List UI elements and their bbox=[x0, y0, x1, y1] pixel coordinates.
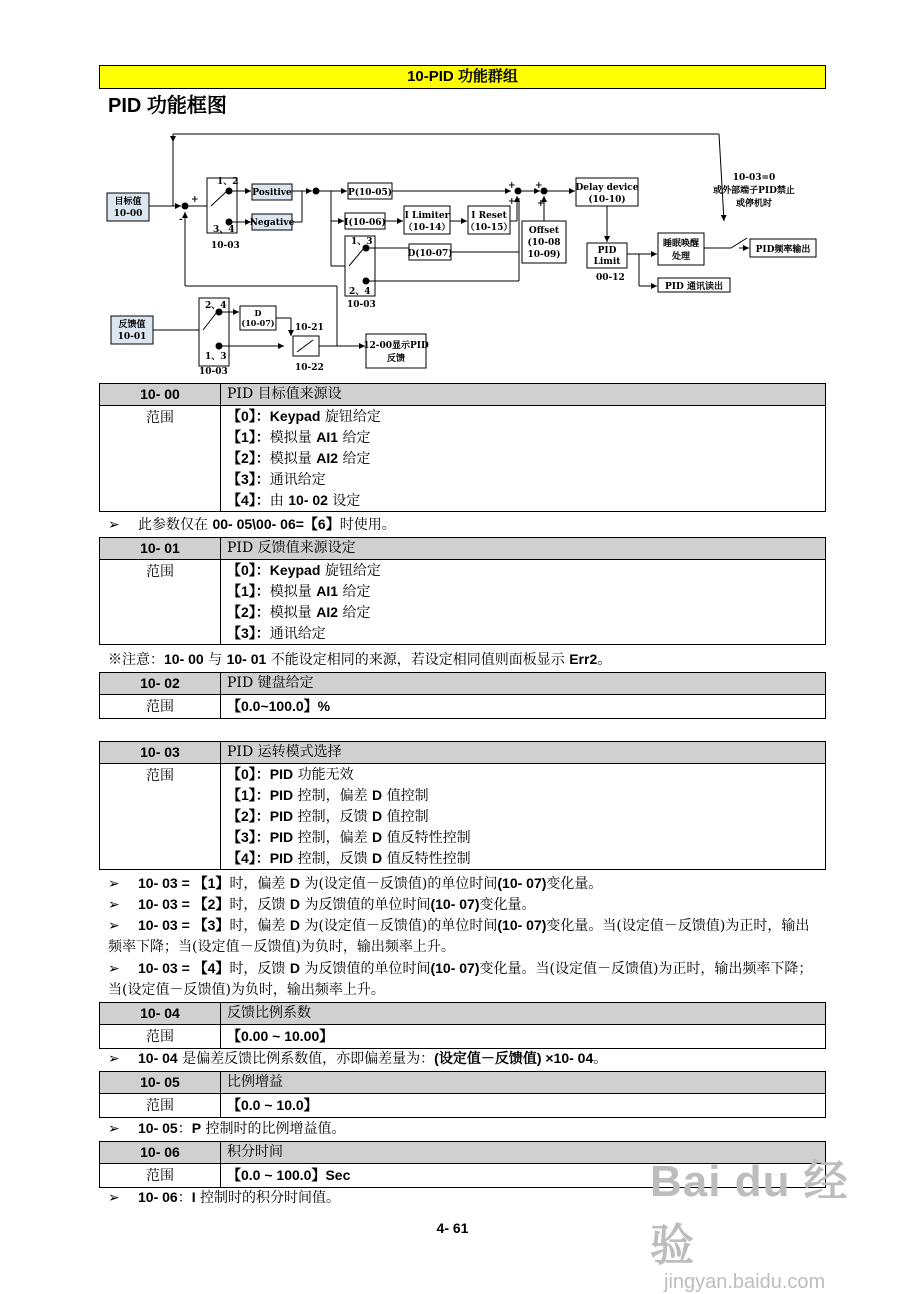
param-table-10-03: 10- 03 PID 运转模式选择 范围 【0】：PID 功能无效 【1】：PID 控制，偏差 D 值控制 【2】：PID 控制，反馈 D 值控制 【3】：PID 控制，偏差 D 值反特性控制 【4】：PID 控制，反馈 D 值反特性控制 bbox=[99, 741, 826, 870]
section-title: 10-PID 功能群组 bbox=[407, 68, 518, 85]
param-table-10-04: 10- 04 反馈比例系数 范围 【0.00 ~ 10.00】 bbox=[99, 1002, 826, 1049]
svg-text:10-09): 10-09) bbox=[527, 250, 561, 260]
feedback-label: 反馈值 bbox=[118, 320, 146, 330]
range-options bbox=[221, 764, 826, 870]
svg-text:12-00显示PID: 12-00显示PID bbox=[363, 341, 429, 351]
svg-text:+: + bbox=[535, 181, 543, 191]
note-10-05: ➢ 10- 05：P 控制时的比例增益值。 bbox=[108, 1120, 346, 1137]
option-1: 【1】：PID 控制，偏差 D 值控制 bbox=[227, 787, 429, 804]
option-3: 【3】：通讯给定 bbox=[227, 625, 326, 642]
section-header bbox=[99, 65, 826, 89]
option-3: 【3】：PID 控制，偏差 D 值反特性控制 bbox=[227, 829, 471, 846]
option-4: 【4】：由 10- 02 设定 bbox=[227, 492, 361, 509]
svg-text:-: - bbox=[179, 215, 183, 225]
option-4: 【4】：PID 控制，反馈 D 值反特性控制 bbox=[227, 850, 471, 867]
svg-text:(10-08: (10-08 bbox=[527, 238, 561, 248]
option-3: 【3】：通讯给定 bbox=[227, 471, 326, 488]
svg-text:（10-15）: （10-15） bbox=[465, 223, 513, 233]
option-2: 【2】：PID 控制，反馈 D 值控制 bbox=[227, 808, 429, 825]
d-block: D(10-07) bbox=[407, 249, 453, 259]
note-10-00: ➢ 此参数仅在 00- 05\00- 06=【6】时使用。 bbox=[108, 516, 396, 533]
p-block: P(10-05) bbox=[347, 188, 393, 198]
pid-block-diagram bbox=[99, 126, 826, 376]
range-options bbox=[221, 406, 826, 512]
param-table-10-05: 10- 05 比例增益 范围 【0.0 ~ 10.0】 bbox=[99, 1071, 826, 1118]
svg-text:(10-07): (10-07) bbox=[241, 318, 275, 328]
svg-text:（10-14）: （10-14） bbox=[403, 223, 451, 233]
svg-text:3、4: 3、4 bbox=[213, 225, 235, 235]
svg-text:10-03: 10-03 bbox=[347, 300, 376, 310]
option-0: 【0】：Keypad 旋钮给定 bbox=[227, 408, 381, 425]
svg-text:2、4: 2、4 bbox=[349, 287, 371, 297]
svg-text:Delay device: Delay device bbox=[575, 183, 639, 193]
i-block: I(10-06) bbox=[344, 218, 386, 228]
note-10-04: ➢ 10- 04 是偏差反馈比例系数值，亦即偏差量为：(设定值－反馈值) ×10- 04。 bbox=[108, 1050, 608, 1067]
baidu-watermark bbox=[650, 1145, 870, 1293]
range-value: 【0.00 ~ 10.00】 bbox=[221, 1025, 826, 1049]
svg-text:+: + bbox=[191, 195, 199, 205]
svg-text:10-03: 10-03 bbox=[211, 241, 240, 251]
svg-text:或停机时: 或停机时 bbox=[735, 199, 773, 209]
svg-text:D: D bbox=[254, 308, 262, 318]
negative-block: Negative bbox=[249, 218, 295, 228]
range-value: 【0.0 ~ 100.0】Sec bbox=[221, 1164, 826, 1188]
pid-output-block: PID频率输出 bbox=[755, 245, 811, 255]
svg-text:1、3: 1、3 bbox=[205, 352, 227, 362]
svg-text:(10-10): (10-10) bbox=[588, 195, 626, 205]
option-0: 【0】：PID 功能无效 bbox=[227, 766, 354, 783]
svg-text:Offset: Offset bbox=[528, 226, 560, 236]
svg-text:Limit: Limit bbox=[593, 257, 621, 267]
svg-text:PID 通讯读出: PID 通讯读出 bbox=[665, 282, 723, 292]
svg-text:或外部端子PID禁止: 或外部端子PID禁止 bbox=[713, 186, 795, 196]
setpoint-label: 目标值 bbox=[114, 197, 142, 207]
svg-text:睡眠唤醒: 睡眠唤醒 bbox=[662, 239, 700, 249]
svg-text:10-03: 10-03 bbox=[199, 367, 228, 376]
svg-text:1、2: 1、2 bbox=[217, 177, 239, 187]
setpoint-param: 10-00 bbox=[113, 209, 143, 219]
page-title: PID 功能框图 bbox=[108, 95, 227, 117]
note-10-03-1: ➢ 10- 03 = 【1】时，偏差 D 为(设定值－反馈值)的单位时间(10- 07)变化量。 bbox=[108, 875, 603, 892]
note-10-03-2: ➢ 10- 03 = 【2】时，反馈 D 为反馈值的单位时间(10- 07)变化量。 bbox=[108, 896, 536, 913]
note-10-03-3: ➢ 10- 03 = 【3】时，偏差 D 为(设定值－反馈值)的单位时间(10- 07)变化量。当(设定值－反馈值)为正时，输出频率下降；当(设定值－反馈值)为负时，输出频率上升。 bbox=[108, 917, 810, 955]
page-number: 4- 61 bbox=[436, 1220, 469, 1236]
feedback-param: 10-01 bbox=[117, 332, 147, 342]
range-options bbox=[221, 560, 826, 645]
param-table-10-01: 10- 01 PID 反馈值来源设定 范围 【0】：Keypad 旋钮给定 【1】：模拟量 AI1 给定 【2】：模拟量 AI2 给定 【3】：通讯给定 bbox=[99, 537, 826, 645]
param-table-10-02: 10- 02 PID 键盘给定 范围 【0.0~100.0】% bbox=[99, 672, 826, 719]
svg-text:1、3: 1、3 bbox=[351, 237, 373, 247]
svg-text:反馈: 反馈 bbox=[386, 354, 406, 364]
svg-text:10-21: 10-21 bbox=[295, 323, 324, 333]
option-1: 【1】：模拟量 AI1 给定 bbox=[227, 583, 371, 600]
svg-text:+: + bbox=[537, 199, 545, 209]
svg-text:处理: 处理 bbox=[671, 252, 691, 262]
svg-text:I Limiter: I Limiter bbox=[404, 211, 450, 221]
option-0: 【0】：Keypad 旋钮给定 bbox=[227, 562, 381, 579]
svg-text:00-12: 00-12 bbox=[596, 273, 625, 283]
svg-text:PID: PID bbox=[597, 246, 617, 256]
option-2: 【2】：模拟量 AI2 给定 bbox=[227, 604, 371, 621]
svg-text:+: + bbox=[508, 197, 516, 207]
svg-text:2、4: 2、4 bbox=[205, 301, 227, 311]
range-value: 【0.0~100.0】% bbox=[221, 695, 826, 719]
watermark-logo: Bai du 经验 bbox=[650, 1157, 849, 1270]
warning-note: ※注意：10- 00 与 10- 01 不能设定相同的来源，若设定相同值则面板显示 Err2。 bbox=[108, 651, 612, 668]
option-1: 【1】：模拟量 AI1 给定 bbox=[227, 429, 371, 446]
svg-text:10-03=0: 10-03=0 bbox=[732, 173, 776, 183]
note-10-06: ➢ 10- 06：I 控制时的积分时间值。 bbox=[108, 1189, 341, 1206]
svg-text:10-22: 10-22 bbox=[295, 363, 324, 373]
svg-text:I Reset: I Reset bbox=[471, 211, 507, 221]
range-value: 【0.0 ~ 10.0】 bbox=[221, 1094, 826, 1118]
positive-block: Positive bbox=[252, 188, 292, 198]
watermark-url: jingyan.baidu.com bbox=[664, 1271, 826, 1293]
param-table-10-00: 10- 00 PID 目标值来源设 范围 【0】：Keypad 旋钮给定 【1】：模拟量 AI1 给定 【2】：模拟量 AI2 给定 【3】：通讯给定 【4】：由 10- 02 设定 bbox=[99, 383, 826, 512]
param-table-10-06: 10- 06 积分时间 范围 【0.0 ~ 100.0】Sec bbox=[99, 1141, 826, 1188]
note-10-03-4: ➢ 10- 03 = 【4】时，反馈 D 为反馈值的单位时间(10- 07)变化量。当(设定值－反馈值)为正时，输出频率下降；当(设定值－反馈值)为负时，输出频率上升。 bbox=[108, 960, 813, 998]
option-2: 【2】：模拟量 AI2 给定 bbox=[227, 450, 371, 467]
svg-text:+: + bbox=[508, 181, 516, 191]
